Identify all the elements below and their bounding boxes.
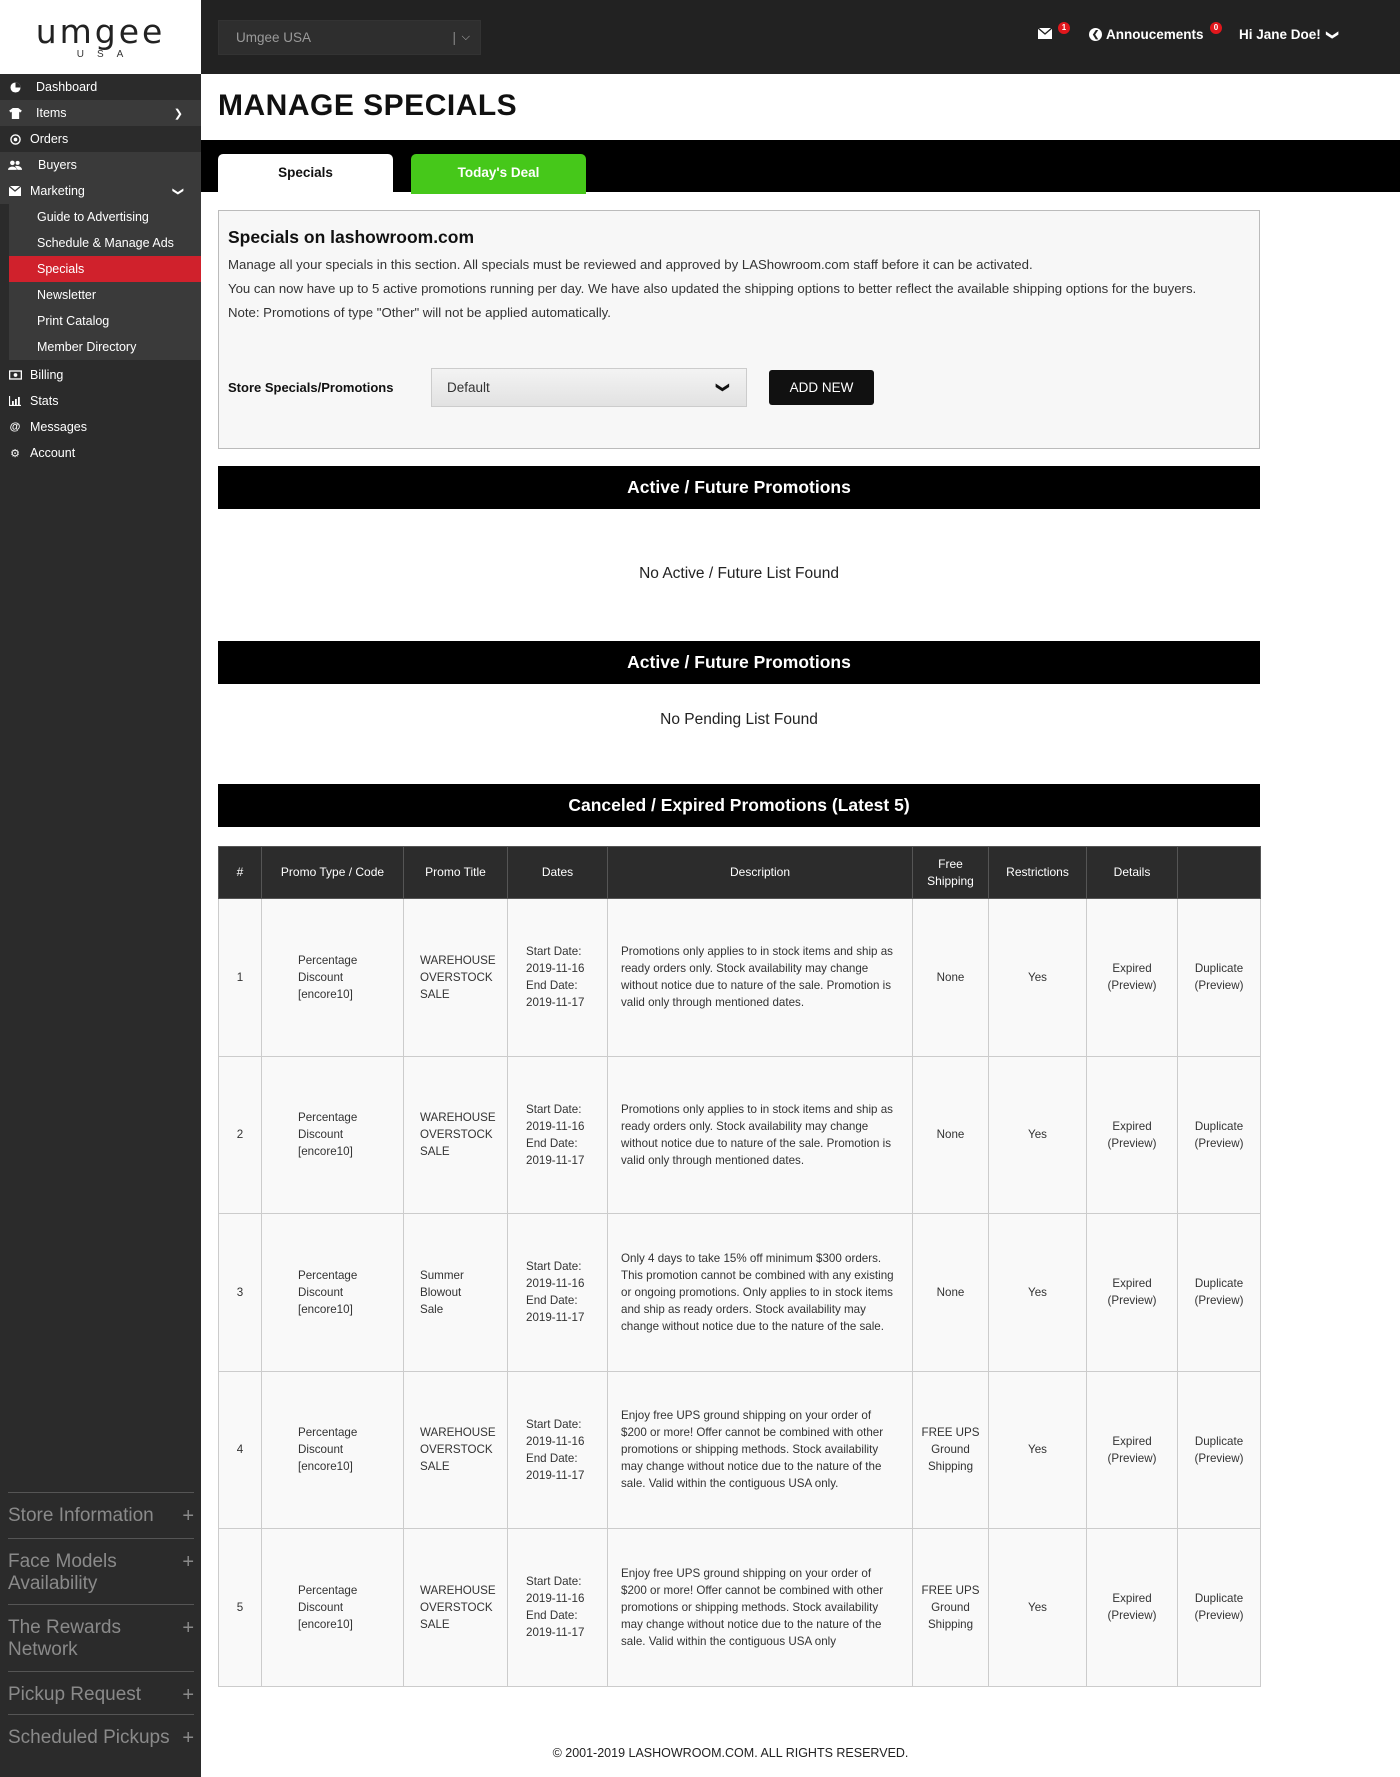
promo-select-value: Default	[447, 380, 490, 395]
cell-number: 1	[219, 899, 262, 1057]
sidebar	[0, 0, 201, 1777]
marketing-submenu	[0, 204, 201, 360]
user-menu[interactable]	[1239, 27, 1338, 42]
cell-promo-type	[262, 1056, 404, 1214]
announcements-label: Annoucements	[1106, 27, 1204, 42]
promo-title-line: SALE	[420, 1617, 450, 1631]
page-title: MANAGE SPECIALS	[218, 89, 518, 122]
preview-link[interactable]: (Preview)	[1107, 1609, 1157, 1623]
cell-restrictions: Yes	[989, 1529, 1087, 1687]
promo-title-line: Summer	[420, 1268, 464, 1282]
date-line: Start Date:	[526, 1260, 582, 1274]
promo-select[interactable]	[431, 368, 747, 407]
pending-promotions-header: Active / Future Promotions	[218, 641, 1260, 684]
cell-free-shipping	[913, 899, 989, 1057]
date-line: End Date:	[526, 1294, 578, 1308]
promo-type-line: Percentage	[298, 1426, 358, 1440]
sidebar-item-stats[interactable]	[0, 388, 201, 414]
col-header: Description	[608, 847, 913, 899]
mail-count-badge: 1	[1058, 22, 1070, 34]
cell-restrictions: Yes	[989, 1214, 1087, 1372]
cell-duplicate[interactable]	[1178, 899, 1261, 1057]
date-line: 2019-11-16	[526, 962, 585, 976]
free-shipping-line: FREE UPS	[921, 1426, 980, 1440]
cell-dates	[508, 899, 608, 1057]
users-icon	[8, 158, 22, 172]
cell-promo-title	[404, 1214, 508, 1372]
date-line: Start Date:	[526, 1575, 582, 1589]
col-header: Dates	[508, 847, 608, 899]
cell-dates	[508, 1214, 608, 1372]
promo-type-line: Percentage	[298, 1111, 358, 1125]
expired-promotions-table	[218, 846, 1261, 1687]
preview-link[interactable]: (Preview)	[1194, 1136, 1244, 1150]
date-line: End Date:	[526, 979, 578, 993]
status-text: Expired	[1112, 1277, 1152, 1291]
intro-text: Manage all your specials in this section. All specials must be reviewed and approved by LAShowroom.com staff before it can be activated.	[228, 257, 1033, 272]
preview-link[interactable]: (Preview)	[1107, 1451, 1157, 1465]
promo-type-line: Discount	[298, 1128, 344, 1142]
panel-rewards-network[interactable]	[8, 1604, 194, 1661]
active-promotions-header: Active / Future Promotions	[218, 466, 1260, 509]
sidebar-item-label: Buyers	[38, 158, 77, 172]
cell-description: Promotions only applies to in stock items and ship as ready orders only. Stock availability may change without notice due to nature of the sale. Promotion is valid only through mentioned dates.	[608, 899, 913, 1057]
gear-icon: ⚙	[10, 447, 20, 460]
preview-link[interactable]: (Preview)	[1194, 1294, 1244, 1308]
date-line: 2019-11-17	[526, 996, 585, 1010]
duplicate-link[interactable]: Duplicate	[1194, 1119, 1244, 1133]
promo-title-line: OVERSTOCK	[420, 970, 493, 984]
cell-promo-type	[262, 1529, 404, 1687]
promo-title-line: WAREHOUSE	[420, 953, 496, 967]
panel-label: Scheduled Pickups	[8, 1727, 170, 1748]
cell-number: 4	[219, 1371, 262, 1529]
cell-details[interactable]	[1087, 899, 1178, 1057]
promo-type-line: Percentage	[298, 953, 358, 967]
sidebar-item-label: Account	[30, 446, 76, 460]
announcements-link[interactable]	[1089, 23, 1219, 42]
cell-restrictions: Yes	[989, 1056, 1087, 1214]
promo-type-line: Discount	[298, 1285, 344, 1299]
stats-icon	[8, 394, 22, 408]
cell-promo-type	[262, 1214, 404, 1372]
promo-title-line: WAREHOUSE	[420, 1583, 496, 1597]
preview-link[interactable]: (Preview)	[1107, 1136, 1157, 1150]
cell-free-shipping	[913, 1529, 989, 1687]
sidebar-item-messages[interactable]	[0, 414, 201, 440]
cell-promo-title	[404, 1529, 508, 1687]
intro-text: You can now have up to 5 active promotions running per day. We have also updated the shipping options to better reflect the available shipping options for the buyers.	[228, 281, 1197, 296]
promo-type-line: [encore10]	[298, 1145, 353, 1159]
sidebar-sub-newsletter[interactable]: Newsletter	[9, 282, 201, 308]
free-shipping-line: Ground	[931, 1600, 970, 1614]
col-header: Restrictions	[989, 847, 1087, 899]
plus-icon: +	[182, 1727, 194, 1749]
status-text: Expired	[1112, 1434, 1152, 1448]
cell-description: Only 4 days to take 15% off minimum $300 orders. This promotion cannot be combined with any existing or ongoing promotions. Only applies to in stock items and ship as ready orders. Stock availability may change without notice due to the nature of the sale.	[608, 1214, 913, 1372]
panel-label: Store Information	[8, 1505, 154, 1526]
plus-icon: +	[182, 1505, 194, 1527]
store-select-value: Umgee USA	[236, 30, 312, 45]
promo-title-line: OVERSTOCK	[420, 1443, 493, 1457]
panel-scheduled-pickups[interactable]	[8, 1714, 194, 1749]
table-row	[219, 1371, 1261, 1529]
cell-duplicate[interactable]	[1178, 1214, 1261, 1372]
envelope-icon	[8, 184, 22, 198]
table-row	[219, 1529, 1261, 1687]
date-line: 2019-11-17	[526, 1153, 585, 1167]
free-shipping-line: None	[936, 1285, 965, 1299]
status-text: Expired	[1112, 1592, 1152, 1606]
announcements-count-badge: 0	[1210, 22, 1222, 34]
col-header	[1178, 847, 1261, 899]
date-line: 2019-11-16	[526, 1434, 585, 1448]
cell-promo-title	[404, 1056, 508, 1214]
cell-promo-title	[404, 1371, 508, 1529]
cell-restrictions: Yes	[989, 1371, 1087, 1529]
chevron-right-icon: ❯	[173, 107, 183, 120]
cell-free-shipping	[913, 1371, 989, 1529]
sidebar-sub-member-directory[interactable]: Member Directory	[9, 334, 201, 360]
status-text: Expired	[1112, 962, 1152, 976]
chevron-down-icon: ❯	[1325, 29, 1340, 40]
col-header: Promo Type / Code	[262, 847, 404, 899]
cell-promo-type	[262, 1371, 404, 1529]
panel-pickup-request[interactable]	[8, 1671, 194, 1706]
sidebar-sub-print-catalog[interactable]: Print Catalog	[9, 308, 201, 334]
cell-free-shipping	[913, 1056, 989, 1214]
expired-promotions-header: Canceled / Expired Promotions (Latest 5)	[218, 784, 1260, 827]
col-header: Free Shipping	[913, 847, 989, 899]
promo-type-line: Discount	[298, 970, 344, 984]
promo-type-line: [encore10]	[298, 1460, 353, 1474]
free-shipping-line: FREE UPS	[921, 1583, 980, 1597]
sidebar-item-label: Orders	[30, 132, 69, 146]
sidebar-item-label: Items	[36, 106, 67, 120]
panel-label: Pickup Request	[8, 1684, 142, 1705]
promo-select-label: Store Specials/Promotions	[228, 380, 394, 395]
add-new-button[interactable]: ADD NEW	[769, 370, 874, 405]
cell-dates	[508, 1056, 608, 1214]
preview-link[interactable]: (Preview)	[1194, 1609, 1244, 1623]
chevron-down-icon: ❯	[171, 186, 184, 196]
preview-link[interactable]: (Preview)	[1107, 979, 1157, 993]
cell-dates	[508, 1529, 608, 1687]
shirt-icon	[8, 106, 22, 120]
intro-panel	[218, 210, 1260, 449]
sidebar-item-label: Billing	[30, 368, 64, 382]
store-select[interactable]	[218, 20, 481, 55]
promo-title-line: SALE	[420, 987, 450, 1001]
promo-title-line: WAREHOUSE	[420, 1426, 496, 1440]
cell-details[interactable]	[1087, 1056, 1178, 1214]
panel-label: The Rewards Network	[8, 1617, 121, 1660]
date-line: End Date:	[526, 1609, 578, 1623]
status-text: Expired	[1112, 1119, 1152, 1133]
promo-title-line: Sale	[420, 1302, 444, 1316]
promo-type-line: [encore10]	[298, 1302, 353, 1316]
col-header: #	[219, 847, 262, 899]
promo-type-line: Discount	[298, 1600, 344, 1614]
col-header: Promo Title	[404, 847, 508, 899]
date-line: 2019-11-16	[526, 1592, 585, 1606]
footer-copyright: © 2001-2019 LASHOWROOM.COM. ALL RIGHTS RESERVED.	[552, 1746, 909, 1760]
cell-description: Enjoy free UPS ground shipping on your order of $200 or more! Offer cannot be combined with other promotions or shipping methods. Stock availability may change without notice due to the nature of the sale. Valid within the contiguous USA only	[608, 1529, 913, 1687]
plus-icon: +	[182, 1617, 194, 1639]
cell-description: Enjoy free UPS ground shipping on your order of $200 or more! Offer cannot be combined with other promotions or shipping methods. Stock availability may change without notice due to the nature of the sale. Valid within the contiguous USA only.	[608, 1371, 913, 1529]
promo-title-line: SALE	[420, 1145, 450, 1159]
promo-title-line: SALE	[420, 1460, 450, 1474]
duplicate-link[interactable]: Duplicate	[1194, 1434, 1244, 1448]
date-line: Start Date:	[526, 1102, 582, 1116]
cell-duplicate[interactable]	[1178, 1529, 1261, 1687]
cell-free-shipping	[913, 1214, 989, 1372]
free-shipping-line: Shipping	[927, 1460, 974, 1474]
cell-number: 3	[219, 1214, 262, 1372]
tab-todays-deal[interactable]: Today's Deal	[411, 154, 586, 194]
sidebar-item-marketing[interactable]	[0, 178, 201, 204]
cell-duplicate[interactable]	[1178, 1371, 1261, 1529]
date-line: End Date:	[526, 1136, 578, 1150]
table-header-row	[219, 847, 1261, 899]
date-line: 2019-11-17	[526, 1468, 585, 1482]
sidebar-sub-guide[interactable]: Guide to Advertising	[9, 204, 201, 230]
select-separator: |	[452, 30, 456, 45]
promo-title-line: OVERSTOCK	[420, 1600, 493, 1614]
intro-heading: Specials on lashowroom.com	[228, 227, 475, 247]
chevron-left-circle-icon: ❮	[1089, 28, 1102, 41]
free-shipping-line: None	[936, 1128, 965, 1142]
cell-details[interactable]	[1087, 1214, 1178, 1372]
at-icon: @	[9, 421, 21, 433]
pending-empty-message: No Pending List Found	[660, 711, 818, 728]
preview-link[interactable]: (Preview)	[1107, 1294, 1157, 1308]
promo-type-line: [encore10]	[298, 987, 353, 1001]
table-row	[219, 1214, 1261, 1372]
free-shipping-line: Ground	[931, 1443, 970, 1457]
sidebar-item-items[interactable]	[0, 100, 201, 126]
tab-bar	[201, 140, 1400, 192]
promo-title-line: Blowout	[420, 1285, 462, 1299]
sidebar-sub-specials[interactable]: Specials	[9, 256, 201, 282]
promo-title-line: OVERSTOCK	[420, 1128, 493, 1142]
preview-link[interactable]: (Preview)	[1194, 1451, 1244, 1465]
cell-details[interactable]	[1087, 1371, 1178, 1529]
date-line: 2019-11-17	[526, 1311, 585, 1325]
table-row	[219, 899, 1261, 1057]
date-line: Start Date:	[526, 1417, 582, 1431]
mail-button[interactable]	[1038, 23, 1067, 42]
date-line: 2019-11-16	[526, 1119, 585, 1133]
date-line: Start Date:	[526, 945, 582, 959]
sidebar-item-account[interactable]	[0, 440, 201, 466]
promo-type-line: Percentage	[298, 1268, 358, 1282]
sidebar-item-billing[interactable]	[0, 362, 201, 388]
promo-type-line: Percentage	[298, 1583, 358, 1597]
cell-promo-title	[404, 899, 508, 1057]
orders-icon	[8, 132, 22, 146]
free-shipping-line: Shipping	[927, 1617, 974, 1631]
panel-label: Face Models Availability	[8, 1551, 117, 1594]
cell-promo-type	[262, 899, 404, 1057]
billing-icon	[8, 368, 22, 382]
chevron-down-icon: ❯	[716, 382, 732, 393]
envelope-icon	[1038, 27, 1052, 42]
promo-selector-row	[228, 368, 874, 407]
cell-description: Promotions only applies to in stock items and ship as ready orders only. Stock availability may change without notice due to nature of the sale. Promotion is valid only through mentioned dates.	[608, 1056, 913, 1214]
sidebar-sub-schedule-ads[interactable]: Schedule & Manage Ads	[9, 230, 201, 256]
active-empty-message: No Active / Future List Found	[639, 565, 839, 582]
cell-details[interactable]	[1087, 1529, 1178, 1687]
promo-type-line: Discount	[298, 1443, 344, 1457]
logo[interactable]	[0, 0, 201, 74]
cell-duplicate[interactable]	[1178, 1056, 1261, 1214]
plus-icon: +	[182, 1684, 194, 1706]
tab-specials[interactable]: Specials	[218, 154, 393, 194]
plus-icon: +	[182, 1551, 194, 1573]
duplicate-link[interactable]: Duplicate	[1194, 1592, 1244, 1606]
date-line: End Date:	[526, 1451, 578, 1465]
sidebar-item-orders[interactable]	[0, 126, 201, 152]
cell-dates	[508, 1371, 608, 1529]
promo-title-line: WAREHOUSE	[420, 1111, 496, 1125]
panel-store-information[interactable]	[8, 1492, 194, 1527]
cell-restrictions: Yes	[989, 899, 1087, 1057]
logo-brand: umgee	[35, 11, 166, 51]
duplicate-link[interactable]: Duplicate	[1194, 1277, 1244, 1291]
cell-number: 5	[219, 1529, 262, 1687]
logo-sub: USA	[76, 48, 137, 60]
sidebar-item-label: Messages	[30, 420, 87, 434]
col-header: Details	[1087, 847, 1178, 899]
date-line: 2019-11-16	[526, 1277, 585, 1291]
sidebar-item-label: Stats	[30, 394, 59, 408]
intro-note: Note: Promotions of type "Other" will not be applied automatically.	[228, 305, 611, 320]
top-bar	[201, 0, 1400, 74]
cell-number: 2	[219, 1056, 262, 1214]
chevron-down-icon: ⌵	[461, 31, 470, 43]
free-shipping-line: None	[936, 970, 965, 984]
sidebar-item-label: Dashboard	[36, 80, 98, 94]
sidebar-item-buyers[interactable]	[0, 152, 201, 178]
table-row	[219, 1056, 1261, 1214]
sidebar-item-label: Marketing	[30, 184, 85, 198]
panel-face-models[interactable]	[8, 1538, 194, 1595]
sidebar-item-dashboard[interactable]	[0, 74, 201, 100]
dashboard-icon	[8, 80, 22, 94]
duplicate-link[interactable]: Duplicate	[1194, 962, 1244, 976]
date-line: 2019-11-17	[526, 1626, 585, 1640]
preview-link[interactable]: (Preview)	[1194, 979, 1244, 993]
user-greeting: Hi Jane Doe!	[1239, 27, 1321, 42]
promo-type-line: [encore10]	[298, 1617, 353, 1631]
